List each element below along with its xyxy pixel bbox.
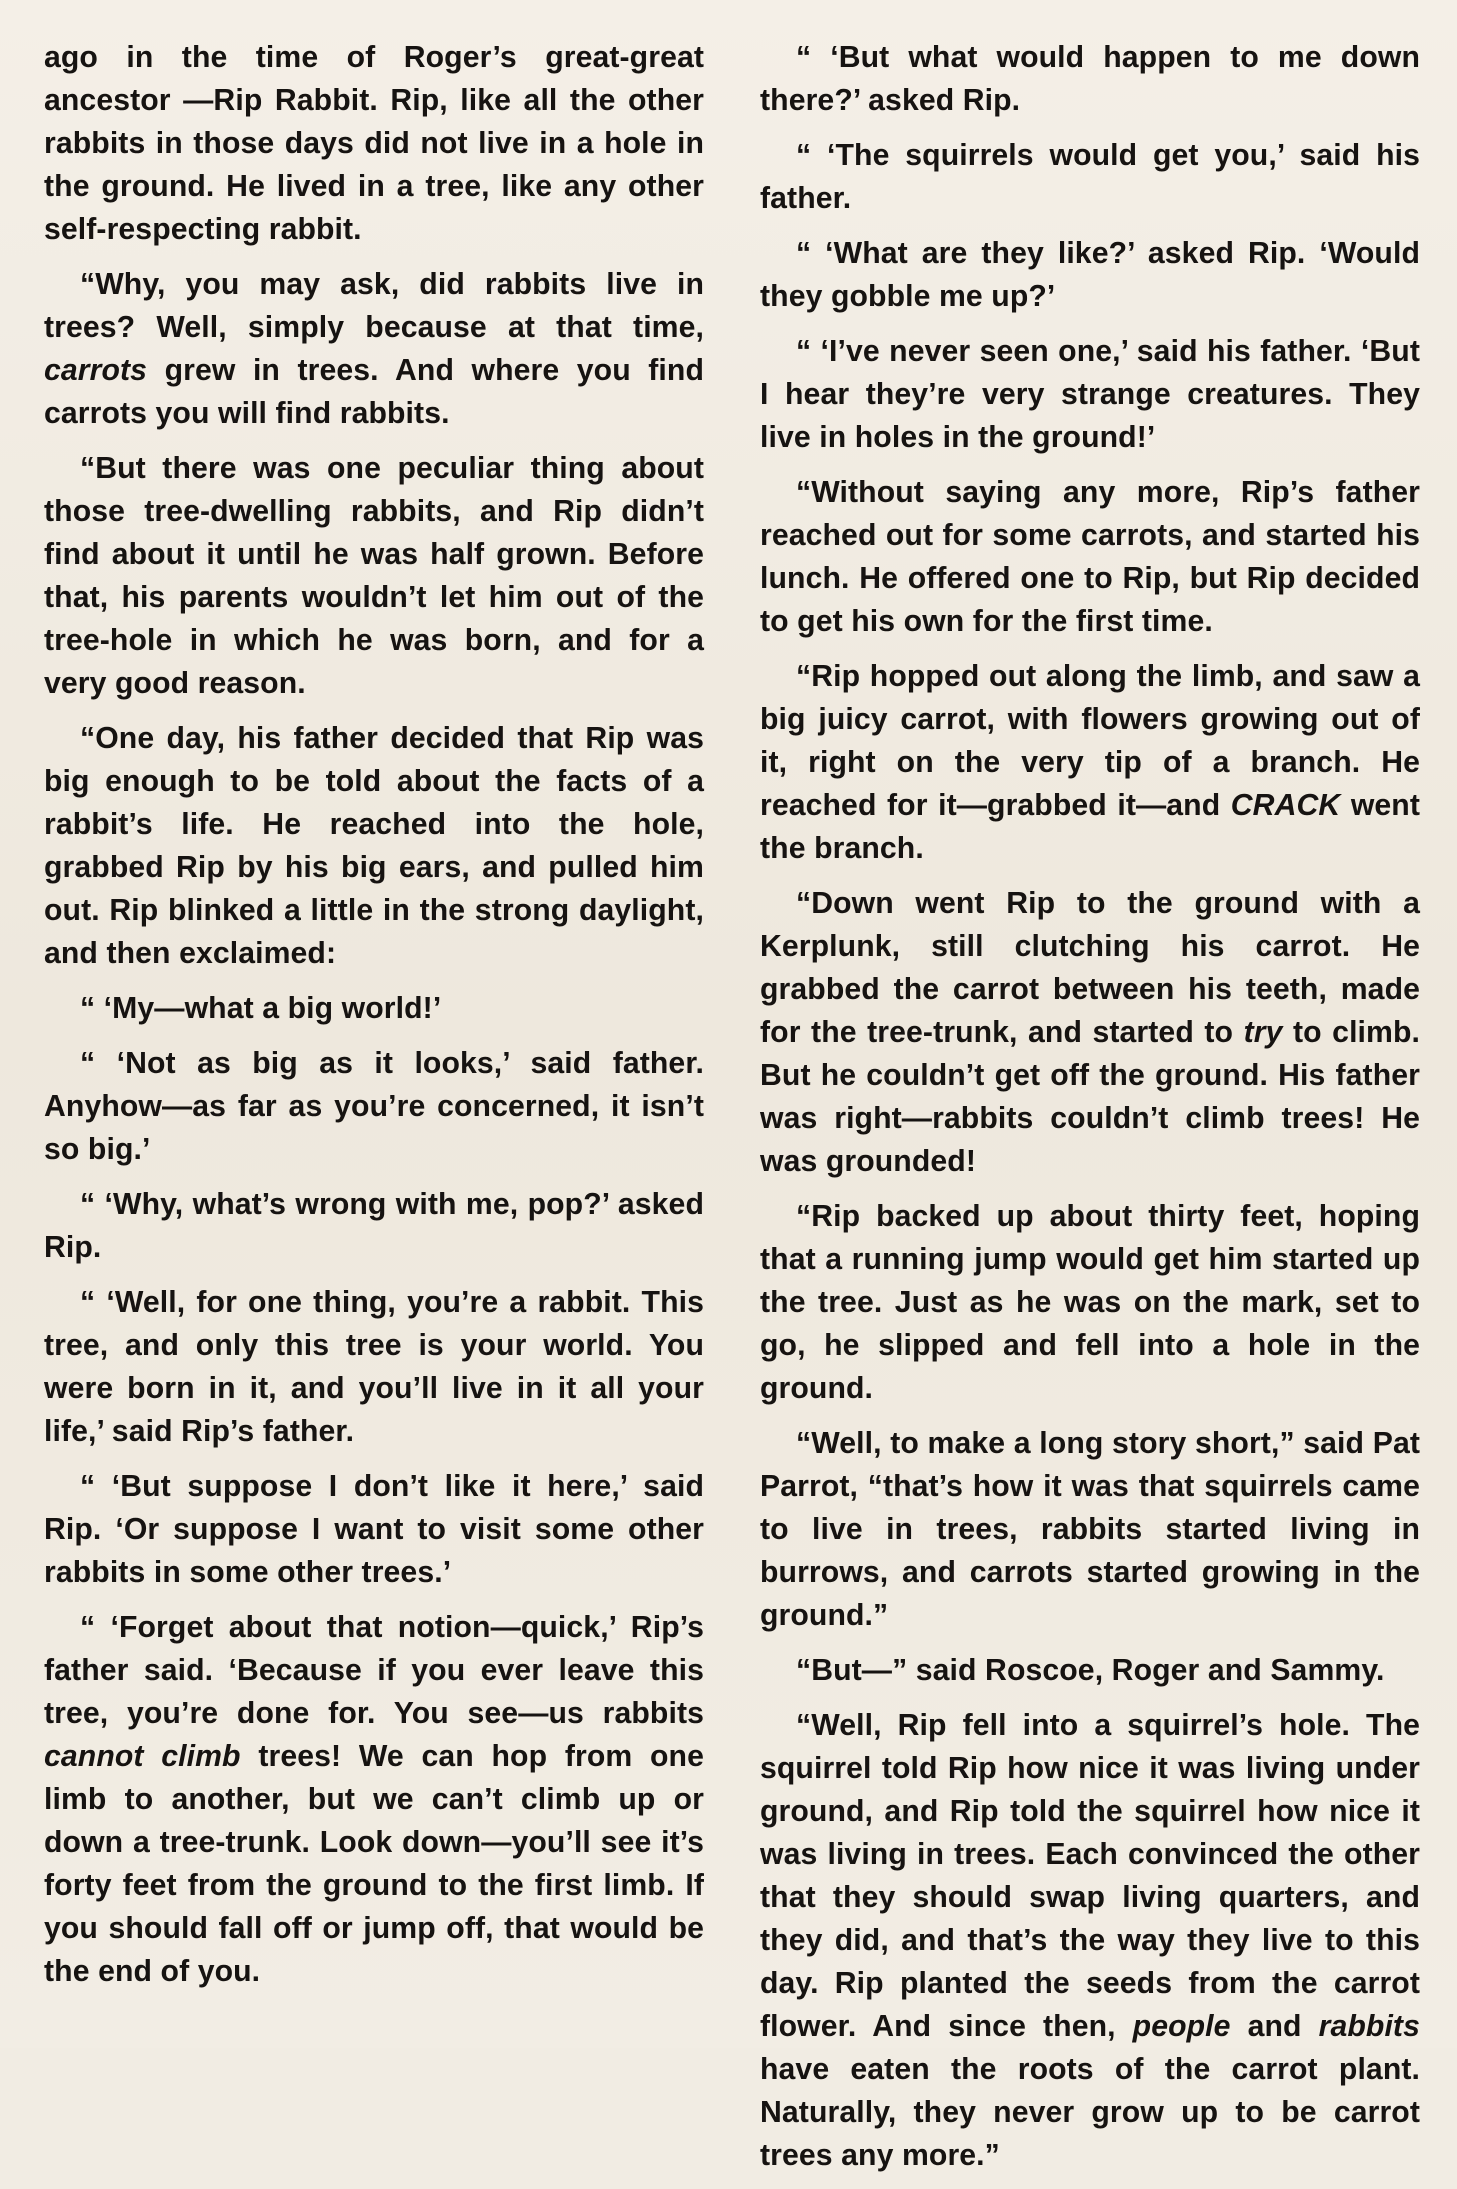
left-text-column [44,36,704,2005]
italic-text: cannot climb [44,1740,241,1773]
italic-text: carrots [44,354,148,387]
paragraph-text: grew in trees. And where you find carrots you will find rabbits. [44,354,704,430]
story-paragraph [44,1042,704,1171]
story-paragraph [760,330,1420,459]
paragraph-text: “Down went Rip to the ground with a Kerplunk, still clutching his carrot. He grabbed the carrot between his teeth, made for the tree-trunk, and started to [760,887,1420,1049]
paragraph-text: “Rip backed up about thirty feet, hoping that a running jump would get him started up the tree. Just as he was on the mark, set to go, he slipped and fell into a hole in the ground. [760,1200,1420,1405]
story-paragraph [760,1422,1420,1637]
paragraph-text: “ ‘Not as big as it looks,’ said father. Anyhow—as far as you’re concerned, it isn’t so big.’ [44,1047,704,1166]
italic-text: people [1132,2010,1231,2043]
paragraph-text: “ ‘I’ve never seen one,’ said his father. ‘But I hear they’re very strange creatures. They live in holes in the ground!’ [760,335,1420,454]
story-paragraph [44,1281,704,1453]
story-paragraph [760,1195,1420,1410]
paragraph-text: “ ‘Well, for one thing, you’re a rabbit. This tree, and only this tree is your world. You were born in it, and you’ll live in it all your life,’ said Rip’s father. [44,1286,704,1448]
paragraph-text: “But there was one peculiar thing about those tree-dwelling rabbits, and Rip didn’t find about it until he was half grown. Before that, his parents wouldn’t let him out of the tree-hole in which he was born, and for a very good reason. [44,452,704,700]
paragraph-text: “ ‘My—what a big world!’ [80,992,442,1025]
paragraph-text: “ ‘What are they like?’ asked Rip. ‘Would they gobble me up?’ [760,237,1420,313]
paragraph-text: trees! We can hop from one limb to another, but we can’t climb up or down a tree-trunk. Look down—you’ll see it’s forty feet from the ground to the first limb. If you should fall off or jump off, that would be the end of you. [44,1740,704,1988]
story-paragraph [44,1606,704,1993]
paragraph-text: “ ‘But what would happen to me down there?’ asked Rip. [760,41,1420,117]
story-paragraph [44,1465,704,1594]
paragraph-text: “Well, to make a long story short,” said Pat Parrot, “that’s how it was that squirrels came to live in trees, rabbits started living in burrows, and carrots started growing in the ground.” [760,1427,1420,1632]
story-paragraph [44,447,704,705]
story-paragraph [44,1183,704,1269]
paragraph-text: “But—” said Roscoe, Roger and Sammy. [796,1654,1385,1687]
story-paragraph [44,263,704,435]
paragraph-text: “ ‘But suppose I don’t like it here,’ said Rip. ‘Or suppose I want to visit some other rabbits in some other trees.’ [44,1470,704,1589]
right-text-column [760,36,1420,2189]
story-paragraph [44,717,704,975]
paragraph-text: have eaten the roots of the carrot plant. Naturally, they never grow up to be carrot trees any more.” [760,2053,1420,2172]
story-paragraph [760,882,1420,1183]
story-paragraph [760,134,1420,220]
story-paragraph [44,36,704,251]
paragraph-text: “Well, Rip fell into a squirrel’s hole. The squirrel told Rip how nice it was living under ground, and Rip told the squirrel how nice it was living in trees. Each convinced the other that they should swap living quarters, and they did, and that’s the way they live to this day. Rip planted the seeds from the carrot flower. And since then, [760,1709,1420,2043]
paragraph-text: “ ‘Why, what’s wrong with me, pop?’ asked Rip. [44,1188,704,1264]
paragraph-text: “Without saying any more, Rip’s father reached out for some carrots, and started his lunch. He offered one to Rip, but Rip decided to get his own for the first time. [760,476,1420,638]
italic-text: CRACK [1230,789,1341,822]
story-paragraph [44,987,704,1030]
paragraph-text: “ ‘The squirrels would get you,’ said his father. [760,139,1420,215]
italic-text: rabbits [1318,2010,1420,2043]
story-paragraph [760,1649,1420,1692]
story-paragraph [760,232,1420,318]
story-paragraph [760,471,1420,643]
paragraph-text: to climb. But he couldn’t get off the ground. His father was right—rabbits couldn’t climb trees! He was grounded! [760,1016,1421,1178]
paragraph-text: “Rip hopped out along the limb, and saw a big juicy carrot, with flowers growing out of it, right on the very tip of a branch. He reached for it—grabbed it—and [760,660,1420,822]
paragraph-text: and [1230,2010,1319,2043]
paragraph-text: “Why, you may ask, did rabbits live in trees? Well, simply because at that time, [44,268,704,344]
paragraph-text: “ ‘Forget about that notion—quick,’ Rip’s father said. ‘Because if you ever leave this tree, you’re done for. You see—us rabbits [44,1611,704,1730]
story-paragraph [760,1704,1420,2177]
paragraph-text: ago in the time of Roger’s great-great ancestor —Rip Rabbit. Rip, like all the other rabbits in those days did not live in a hole in the ground. He lived in a tree, like any other self-respecting rabbit. [44,41,704,246]
story-paragraph [760,36,1420,122]
italic-text: try [1243,1016,1283,1049]
story-paragraph [760,655,1420,870]
paragraph-text: “One day, his father decided that Rip was big enough to be told about the facts of a rabbit’s life. He reached into the hole, grabbed Rip by his big ears, and pulled him out. Rip blinked a little in the strong daylight, and then exclaimed: [44,722,704,970]
paragraph-text: went the branch. [760,789,1420,865]
